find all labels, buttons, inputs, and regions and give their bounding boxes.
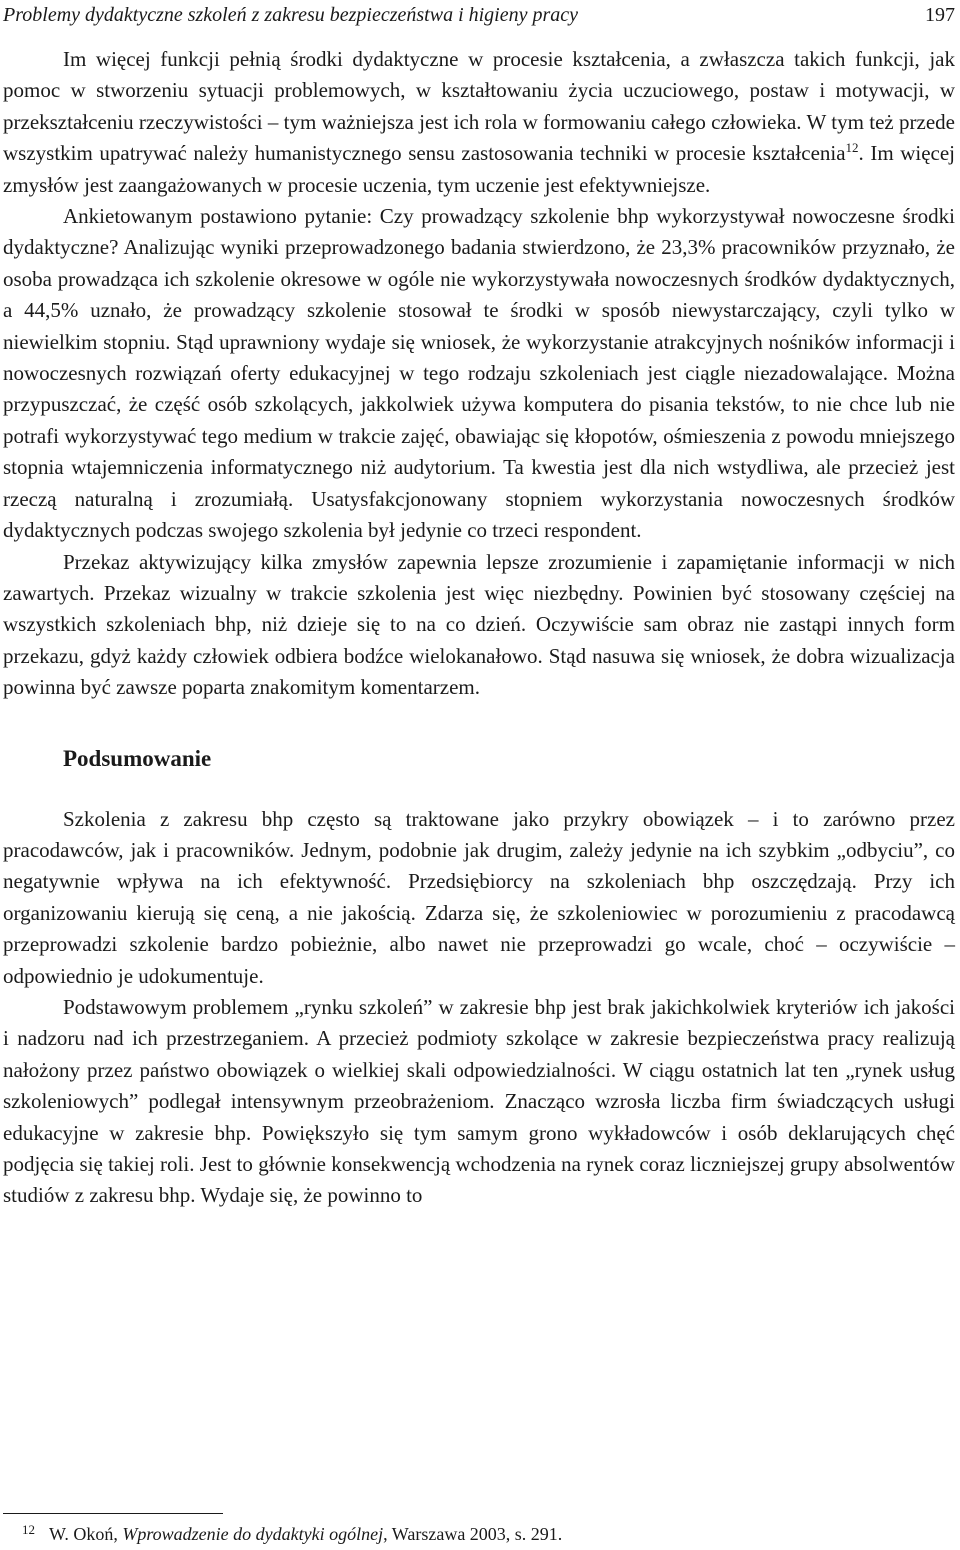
paragraph-3: Przekaz aktywizujący kilka zmysłów zapewnia lepsze zrozumienie i zapamiętanie informacji w nich zawartych. Przekaz wizualny w trakcie szkolenia jest więc niezbędny. Powinien być stosowany częściej na wszystkich szkoleniach bhp, niż dzieje się to na co dzień. Oczywiście sam obraz nie zastąpi innych form przekazu, gdyż każdy człowiek odbiera bodźce wielokanałowo. Stąd nasuwa się wniosek, że dobra wizualizacja powinna być zawsze poparta znakomitym komentarzem. (3, 549, 955, 700)
paragraph-2: Ankietowanym postawiono pytanie: Czy prowadzący szkolenie bhp wykorzystywał nowoczesne środki dydaktyczne? Analizując wyniki przeprowadzonego badania stwierdzono, że 23,3% pracowników przyznało, że osoba prowadząca ich szkolenie okresowe w ogóle nie wykorzystywała nowoczesnych środków dydaktycznych, a 44,5% uznało, że prowadzący szkolenie stosował te środki w sposób niewystarczający, czyli tylko w niewielkim stopniu. Stąd uprawniony wydaje się wniosek, że wykorzystanie atrakcyjnych nośników informacji i nowoczesnych rozwiązań oferty edukacyjnej w tego rodzaju szkoleniach jest ciągle niezadowalające. Można przypuszczać, że część osób szkolących, jakkolwiek używa komputera do pisania tekstów, to nie chce lub nie potrafi wykorzystywać tego medium w trakcie zajęć, obawiając się kłopotów, ośmieszenia z powodu mniejszego stopnia wtajemniczenia informatycznego niż audytorium. Ta kwestia jest dla nich wstydliwa, ale przecież jest rzeczą naturalną i zrozumiałą. Usatysfakcjonowany stopniem wykorzystania nowoczesnych środków dydaktycznych podczas swojego szkolenia był jedynie co trzeci respondent. (3, 204, 955, 543)
footnote-ref-12[interactable]: 12 (845, 140, 859, 156)
running-title: Problemy dydaktyczne szkoleń z zakresu bezpieczeństwa i higieny pracy (3, 4, 579, 26)
footnote-details: , Warszawa 2003, s. 291. (383, 1524, 563, 1544)
paragraph-1-text-b: . Im więcej zmysłów jest zaangażowanych w procesie uczenia, tym uczenie jest efektywniejsze. (3, 141, 955, 197)
footnote-divider (3, 1513, 223, 1514)
footnote-number: 12 (22, 1522, 35, 1537)
paragraph-4: Szkolenia z zakresu bhp często są traktowane jako przykry obowiązek – i to zarówno przez pracodawców, jak i pracowników. Jednym, podobnie jak drugim, zależy jedynie na ich szybkim „odbyciu”, co negatywnie wpływa na ich efektywność. Przedsiębiorcy na szkoleniach bhp oszczędzają. Przy ich organizowaniu kierują się ceną, a nie jakością. Zdarza się, że szkoleniowiec w porozumieniu z pracodawcą przeprowadzi szkolenie bardzo pobieżnie, albo nawet nie przeprowadzi go wcale, choć – oczywiście – odpowiednio je udokumentuje. (3, 806, 955, 988)
paragraph-1 (3, 44, 955, 201)
body-text (3, 44, 955, 1212)
footnote-author: W. Okoń, (49, 1524, 123, 1544)
page-number: 197 (925, 4, 955, 26)
paragraph-1-text-a: Im więcej funkcji pełnią środki dydaktyczne w procesie kształcenia, a zwłaszcza takich funkcji, jak pomoc w stworzeniu sytuacji problemowych, w kształtowaniu życia uczuciowego, postaw i motywacji, w przekształceniu rzeczywistości – tym ważniejsza jest ich rola w formowaniu całego człowieka. W tym też przede wszystkim upatrywać należy humanistycznego sensu zastosowania techniki w procesie kształcenia (3, 47, 955, 166)
footnote-book-title: Wprowadzenie do dydaktyki ogólnej (122, 1524, 384, 1544)
paragraph-5: Podstawowym problemem „rynku szkoleń” w zakresie bhp jest brak jakichkolwiek kryteriów ich jakości i nadzoru nad ich przestrzeganiem. A przecież podmioty szkolące w zakresie bezpieczeństwa pracy realizują nałożony przez państwo obowiązek o wielkiej skali odpowiedzialności. W ciągu ostatnich lat ten „rynek usług szkoleniowych” podlegał intensywnym przeobrażeniom. Znacząco wzrosła liczba firm świadczących usługi edukacyjne w zakresie bhp. Powiększyło się tym samym grono wykładowców i osób deklarujących chęć podjęcia się takiej roli. Jest to głównie konsekwencją wchodzenia na rynek coraz liczniejszej grupy absolwentów studiów z zakresu bhp. Wydaje się, że powinno to (3, 994, 955, 1208)
section-heading: Podsumowanie (63, 745, 212, 771)
footnote (22, 1522, 942, 1548)
running-header (3, 1, 955, 29)
